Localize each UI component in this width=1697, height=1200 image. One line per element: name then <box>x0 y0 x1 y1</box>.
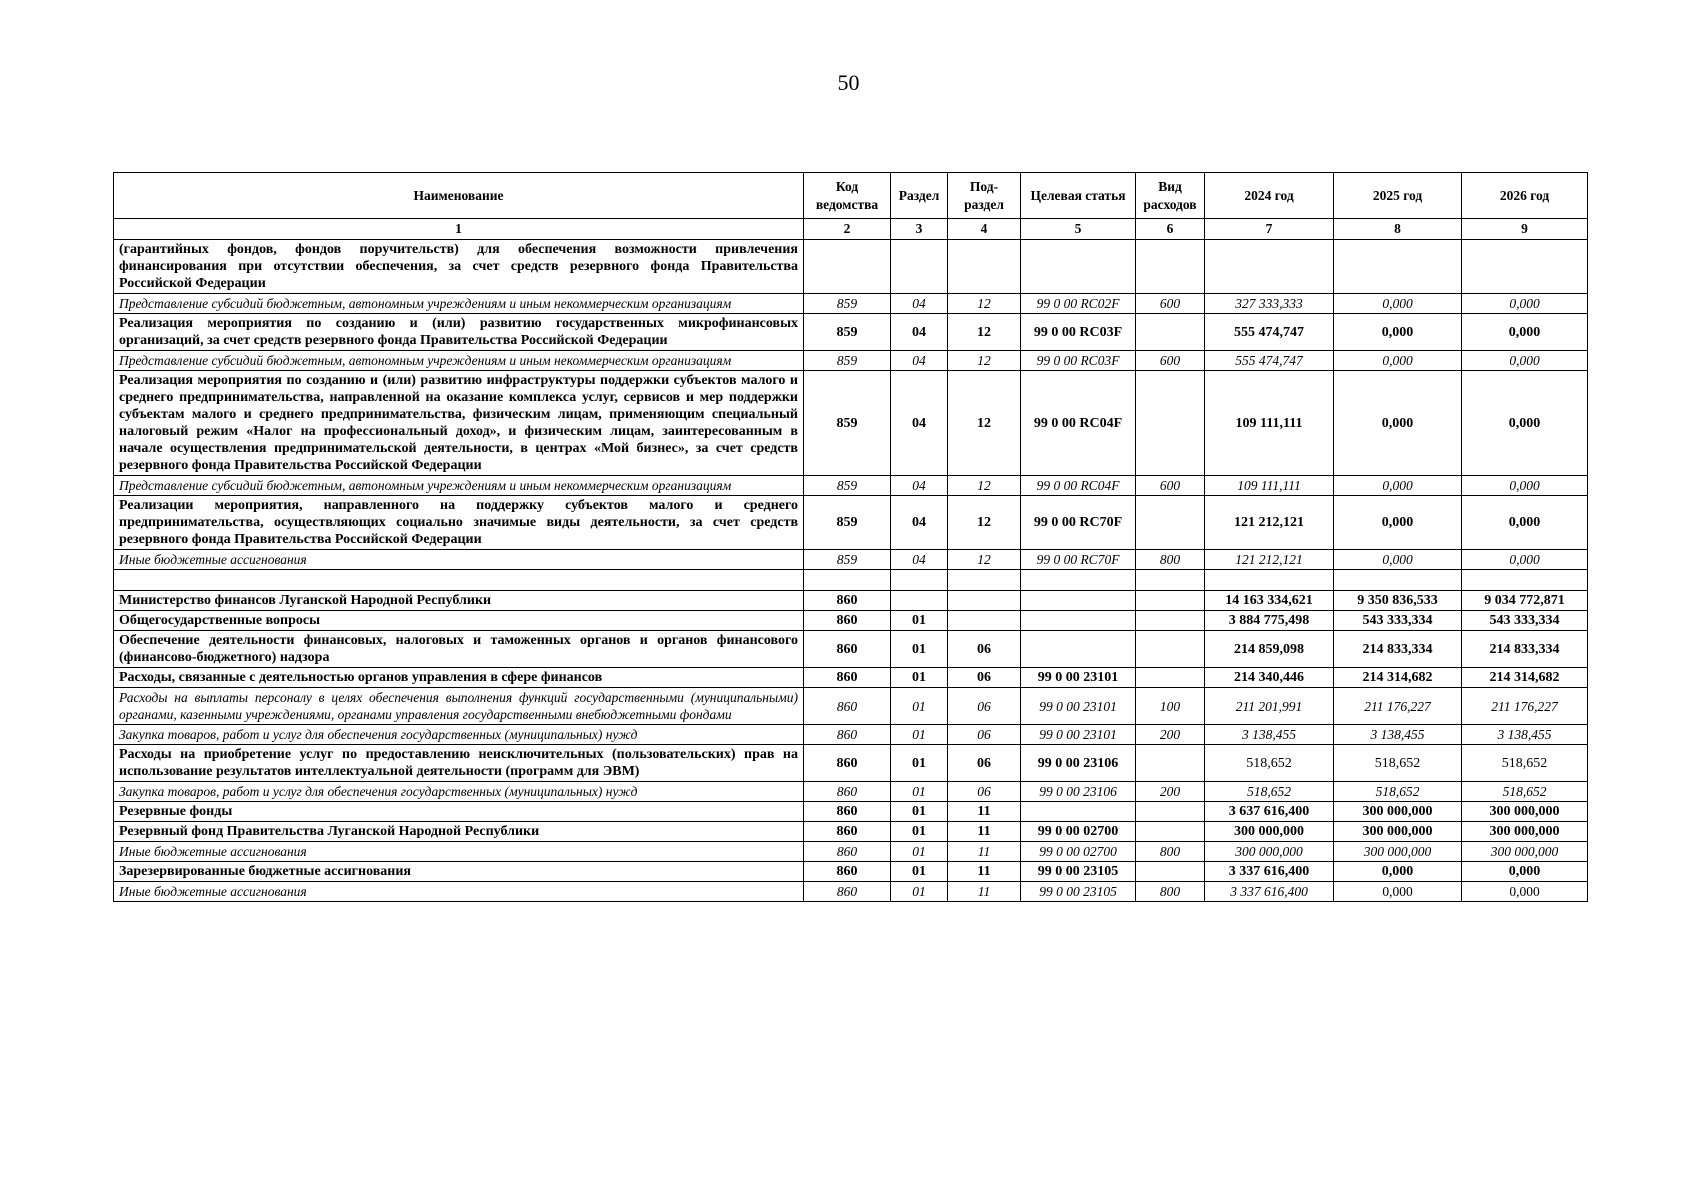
row-statya-cell: 99 0 00 RC04F <box>1021 476 1136 496</box>
row-ved-cell: 860 <box>804 688 891 725</box>
row-statya-cell: 99 0 00 23106 <box>1021 782 1136 802</box>
row-vid-cell <box>1136 862 1205 882</box>
row-vid-cell: 600 <box>1136 294 1205 314</box>
header-podrazdel: Под-раздел <box>948 173 1021 219</box>
row-2024-cell: 214 340,446 <box>1205 668 1334 688</box>
row-podrazdel-cell: 06 <box>948 725 1021 745</box>
row-name-cell: Представление субсидий бюджетным, автономным учреждениям и иным некоммерческим организациям <box>114 476 804 496</box>
column-number: 6 <box>1136 219 1205 240</box>
row-2024-cell: 555 474,747 <box>1205 351 1334 371</box>
table-row <box>114 631 1588 668</box>
row-vid-cell: 800 <box>1136 550 1205 570</box>
table-row <box>114 802 1588 822</box>
row-vid-cell <box>1136 631 1205 668</box>
row-2025-cell: 518,652 <box>1334 782 1462 802</box>
row-vid-cell <box>1136 745 1205 782</box>
row-2024-cell: 109 111,111 <box>1205 371 1334 476</box>
column-number: 1 <box>114 219 804 240</box>
row-razdel-cell: 01 <box>891 862 948 882</box>
row-2026-cell: 518,652 <box>1462 745 1588 782</box>
row-vid-cell <box>1136 496 1205 550</box>
row-name-cell: Реализации мероприятия, направленного на поддержку субъектов малого и среднего предпринимательства, осуществляющих социально значимые виды деятельности, за счет средств резервного фонда Правительства Российской Федерации <box>114 496 804 550</box>
row-razdel-cell: 01 <box>891 668 948 688</box>
row-podrazdel-cell: 06 <box>948 782 1021 802</box>
row-2025-cell: 0,000 <box>1334 862 1462 882</box>
row-2024-cell: 300 000,000 <box>1205 842 1334 862</box>
row-2024-cell <box>1205 240 1334 294</box>
row-2025-cell: 300 000,000 <box>1334 822 1462 842</box>
row-name-cell: Расходы, связанные с деятельностью органов управления в сфере финансов <box>114 668 804 688</box>
row-2025-cell: 214 314,682 <box>1334 668 1462 688</box>
row-2025-cell <box>1334 570 1462 591</box>
row-statya-cell: 99 0 00 RC70F <box>1021 550 1136 570</box>
row-2024-cell: 555 474,747 <box>1205 314 1334 351</box>
row-statya-cell: 99 0 00 23101 <box>1021 688 1136 725</box>
row-2024-cell: 518,652 <box>1205 782 1334 802</box>
header-vid: Вид расходов <box>1136 173 1205 219</box>
row-ved-cell: 860 <box>804 631 891 668</box>
column-number: 8 <box>1334 219 1462 240</box>
row-vid-cell <box>1136 314 1205 351</box>
row-name-cell: Закупка товаров, работ и услуг для обеспечения государственных (муниципальных) нужд <box>114 782 804 802</box>
row-ved-cell: 859 <box>804 351 891 371</box>
row-2024-cell: 121 212,121 <box>1205 550 1334 570</box>
column-number: 5 <box>1021 219 1136 240</box>
row-statya-cell: 99 0 00 RC03F <box>1021 314 1136 351</box>
row-2025-cell: 0,000 <box>1334 882 1462 902</box>
table-row <box>114 822 1588 842</box>
row-name-cell: Министерство финансов Луганской Народной Республики <box>114 591 804 611</box>
header-2024: 2024 год <box>1205 173 1334 219</box>
row-2026-cell: 0,000 <box>1462 294 1588 314</box>
row-razdel-cell: 04 <box>891 371 948 476</box>
row-2024-cell: 3 884 775,498 <box>1205 611 1334 631</box>
row-podrazdel-cell: 06 <box>948 631 1021 668</box>
row-2026-cell: 0,000 <box>1462 862 1588 882</box>
row-podrazdel-cell <box>948 611 1021 631</box>
row-razdel-cell <box>891 591 948 611</box>
row-name-cell: Представление субсидий бюджетным, автономным учреждениям и иным некоммерческим организациям <box>114 351 804 371</box>
row-2026-cell: 543 333,334 <box>1462 611 1588 631</box>
row-razdel-cell: 04 <box>891 496 948 550</box>
row-2026-cell: 214 314,682 <box>1462 668 1588 688</box>
row-2024-cell: 3 138,455 <box>1205 725 1334 745</box>
row-2024-cell: 121 212,121 <box>1205 496 1334 550</box>
row-ved-cell: 860 <box>804 862 891 882</box>
row-statya-cell: 99 0 00 02700 <box>1021 822 1136 842</box>
table-row <box>114 882 1588 902</box>
row-2026-cell: 214 833,334 <box>1462 631 1588 668</box>
budget-table <box>113 172 1588 902</box>
row-statya-cell <box>1021 611 1136 631</box>
row-statya-cell: 99 0 00 RC04F <box>1021 371 1136 476</box>
row-statya-cell: 99 0 00 02700 <box>1021 842 1136 862</box>
header-razdel: Раздел <box>891 173 948 219</box>
row-podrazdel-cell <box>948 240 1021 294</box>
row-razdel-cell: 01 <box>891 631 948 668</box>
row-podrazdel-cell: 11 <box>948 822 1021 842</box>
row-name-cell: Иные бюджетные ассигнования <box>114 550 804 570</box>
row-statya-cell: 99 0 00 23101 <box>1021 668 1136 688</box>
row-2024-cell: 14 163 334,621 <box>1205 591 1334 611</box>
row-name-cell: (гарантийных фондов, фондов поручительств) для обеспечения возможности привлечения финансирования при отсутствии обеспечения, за счет средств резервного фонда Правительства Российской Федерации <box>114 240 804 294</box>
table-row <box>114 611 1588 631</box>
row-2026-cell: 300 000,000 <box>1462 842 1588 862</box>
row-ved-cell: 860 <box>804 882 891 902</box>
row-vid-cell <box>1136 570 1205 591</box>
row-2026-cell: 300 000,000 <box>1462 802 1588 822</box>
row-2026-cell <box>1462 570 1588 591</box>
row-podrazdel-cell: 11 <box>948 862 1021 882</box>
row-ved-cell: 859 <box>804 294 891 314</box>
row-2026-cell: 0,000 <box>1462 496 1588 550</box>
header-name: Наименование <box>114 173 804 219</box>
header-2026: 2026 год <box>1462 173 1588 219</box>
row-podrazdel-cell: 11 <box>948 842 1021 862</box>
row-2026-cell: 0,000 <box>1462 476 1588 496</box>
table-row <box>114 314 1588 351</box>
row-vid-cell <box>1136 822 1205 842</box>
row-vid-cell <box>1136 668 1205 688</box>
row-statya-cell: 99 0 00 23101 <box>1021 725 1136 745</box>
row-2026-cell: 9 034 772,871 <box>1462 591 1588 611</box>
row-2026-cell: 211 176,227 <box>1462 688 1588 725</box>
row-vid-cell: 200 <box>1136 782 1205 802</box>
table-row <box>114 782 1588 802</box>
row-name-cell: Реализация мероприятия по созданию и (или) развитию государственных микрофинансовых организаций, за счет средств резервного фонда Правительства Российской Федерации <box>114 314 804 351</box>
row-2024-cell: 327 333,333 <box>1205 294 1334 314</box>
row-ved-cell: 860 <box>804 611 891 631</box>
row-2026-cell: 0,000 <box>1462 314 1588 351</box>
row-podrazdel-cell: 11 <box>948 882 1021 902</box>
row-vid-cell <box>1136 371 1205 476</box>
row-2025-cell: 211 176,227 <box>1334 688 1462 725</box>
column-number: 2 <box>804 219 891 240</box>
row-podrazdel-cell: 12 <box>948 314 1021 351</box>
row-2025-cell: 518,652 <box>1334 745 1462 782</box>
row-ved-cell: 860 <box>804 668 891 688</box>
column-number: 7 <box>1205 219 1334 240</box>
row-razdel-cell: 01 <box>891 688 948 725</box>
row-vid-cell: 100 <box>1136 688 1205 725</box>
row-2024-cell: 211 201,991 <box>1205 688 1334 725</box>
row-razdel-cell: 01 <box>891 882 948 902</box>
row-podrazdel-cell: 12 <box>948 496 1021 550</box>
row-2024-cell: 214 859,098 <box>1205 631 1334 668</box>
row-vid-cell <box>1136 802 1205 822</box>
row-2024-cell: 109 111,111 <box>1205 476 1334 496</box>
row-2025-cell: 543 333,334 <box>1334 611 1462 631</box>
row-ved-cell: 860 <box>804 725 891 745</box>
row-razdel-cell: 04 <box>891 550 948 570</box>
row-2025-cell: 0,000 <box>1334 371 1462 476</box>
row-2026-cell <box>1462 240 1588 294</box>
row-podrazdel-cell: 12 <box>948 294 1021 314</box>
row-statya-cell <box>1021 631 1136 668</box>
row-vid-cell: 800 <box>1136 882 1205 902</box>
header-row <box>114 173 1588 219</box>
row-razdel-cell: 01 <box>891 822 948 842</box>
row-vid-cell: 600 <box>1136 351 1205 371</box>
row-vid-cell: 600 <box>1136 476 1205 496</box>
row-2025-cell: 0,000 <box>1334 550 1462 570</box>
row-vid-cell <box>1136 240 1205 294</box>
row-razdel-cell: 01 <box>891 842 948 862</box>
table-row <box>114 842 1588 862</box>
row-2024-cell: 518,652 <box>1205 745 1334 782</box>
row-name-cell: Резервный фонд Правительства Луганской Народной Республики <box>114 822 804 842</box>
row-vid-cell <box>1136 611 1205 631</box>
table-row <box>114 351 1588 371</box>
row-name-cell: Обеспечение деятельности финансовых, налоговых и таможенных органов и органов финансового (финансово-бюджетного) надзора <box>114 631 804 668</box>
row-statya-cell: 99 0 00 23105 <box>1021 882 1136 902</box>
table-row <box>114 745 1588 782</box>
row-podrazdel-cell: 12 <box>948 476 1021 496</box>
page-number: 50 <box>837 70 860 95</box>
row-ved-cell: 860 <box>804 782 891 802</box>
row-ved-cell <box>804 240 891 294</box>
row-name-cell: Представление субсидий бюджетным, автономным учреждениям и иным некоммерческим организациям <box>114 294 804 314</box>
table-row <box>114 550 1588 570</box>
row-ved-cell: 860 <box>804 822 891 842</box>
row-ved-cell: 860 <box>804 842 891 862</box>
row-name-cell: Общегосударственные вопросы <box>114 611 804 631</box>
row-ved-cell: 859 <box>804 550 891 570</box>
row-ved-cell: 860 <box>804 591 891 611</box>
table-row <box>114 371 1588 476</box>
row-name-cell: Закупка товаров, работ и услуг для обеспечения государственных (муниципальных) нужд <box>114 725 804 745</box>
row-podrazdel-cell: 12 <box>948 351 1021 371</box>
header-ved: Код ведомства <box>804 173 891 219</box>
row-name-cell: Зарезервированные бюджетные ассигнования <box>114 862 804 882</box>
row-ved-cell: 859 <box>804 314 891 351</box>
row-statya-cell <box>1021 570 1136 591</box>
row-2024-cell: 300 000,000 <box>1205 822 1334 842</box>
row-vid-cell: 200 <box>1136 725 1205 745</box>
row-ved-cell: 860 <box>804 745 891 782</box>
row-podrazdel-cell: 12 <box>948 371 1021 476</box>
row-ved-cell <box>804 570 891 591</box>
row-podrazdel-cell: 06 <box>948 688 1021 725</box>
row-razdel-cell <box>891 570 948 591</box>
row-vid-cell: 800 <box>1136 842 1205 862</box>
row-vid-cell <box>1136 591 1205 611</box>
row-2025-cell: 0,000 <box>1334 496 1462 550</box>
table-row <box>114 688 1588 725</box>
row-razdel-cell <box>891 240 948 294</box>
row-2025-cell <box>1334 240 1462 294</box>
row-statya-cell: 99 0 00 23105 <box>1021 862 1136 882</box>
row-podrazdel-cell <box>948 570 1021 591</box>
header-statya: Целевая статья <box>1021 173 1136 219</box>
row-name-cell: Расходы на выплаты персоналу в целях обеспечения выполнения функций государственными (муниципальными) органами, казенными учреждениями, органами управления государственными внебюджетными фондами <box>114 688 804 725</box>
row-2026-cell: 0,000 <box>1462 882 1588 902</box>
table-row <box>114 240 1588 294</box>
row-podrazdel-cell: 06 <box>948 745 1021 782</box>
row-2025-cell: 9 350 836,533 <box>1334 591 1462 611</box>
row-razdel-cell: 01 <box>891 725 948 745</box>
column-number: 9 <box>1462 219 1588 240</box>
row-statya-cell <box>1021 240 1136 294</box>
row-name-cell: Реализация мероприятия по созданию и (или) развитию инфраструктуры поддержки субъектов малого и среднего предпринимательства, направленной на оказание комплекса услуг, сервисов и мер поддержки субъектам малого и среднего предпринимательства, физическим лицам, применяющим специальный налоговый режим «Налог на профессиональный доход», и физическим лицам, заинтересованным в начале осуществления предпринимательской деятельности, в центрах «Мой бизнес», за счет средств резервного фонда Правительства Российской Федерации <box>114 371 804 476</box>
row-name-cell: Иные бюджетные ассигнования <box>114 882 804 902</box>
row-statya-cell: 99 0 00 23106 <box>1021 745 1136 782</box>
column-number-row <box>114 219 1588 240</box>
row-razdel-cell: 04 <box>891 476 948 496</box>
row-podrazdel-cell <box>948 591 1021 611</box>
row-2025-cell: 3 138,455 <box>1334 725 1462 745</box>
table-row <box>114 668 1588 688</box>
row-2025-cell: 0,000 <box>1334 294 1462 314</box>
row-statya-cell <box>1021 591 1136 611</box>
table-row <box>114 294 1588 314</box>
row-2026-cell: 518,652 <box>1462 782 1588 802</box>
row-2025-cell: 0,000 <box>1334 476 1462 496</box>
row-2025-cell: 300 000,000 <box>1334 842 1462 862</box>
row-2025-cell: 0,000 <box>1334 351 1462 371</box>
row-ved-cell: 859 <box>804 496 891 550</box>
row-podrazdel-cell: 06 <box>948 668 1021 688</box>
row-statya-cell: 99 0 00 RC03F <box>1021 351 1136 371</box>
table-row <box>114 591 1588 611</box>
table-row <box>114 862 1588 882</box>
row-razdel-cell: 01 <box>891 745 948 782</box>
row-2024-cell: 3 637 616,400 <box>1205 802 1334 822</box>
table-row <box>114 496 1588 550</box>
column-number: 4 <box>948 219 1021 240</box>
row-2024-cell: 3 337 616,400 <box>1205 862 1334 882</box>
row-razdel-cell: 01 <box>891 802 948 822</box>
row-statya-cell <box>1021 802 1136 822</box>
table-body <box>114 240 1588 902</box>
row-razdel-cell: 04 <box>891 351 948 371</box>
row-ved-cell: 860 <box>804 802 891 822</box>
row-2026-cell: 3 138,455 <box>1462 725 1588 745</box>
row-2025-cell: 0,000 <box>1334 314 1462 351</box>
row-name-cell <box>114 570 804 591</box>
row-2026-cell: 0,000 <box>1462 371 1588 476</box>
row-2024-cell: 3 337 616,400 <box>1205 882 1334 902</box>
row-name-cell: Резервные фонды <box>114 802 804 822</box>
header-2025: 2025 год <box>1334 173 1462 219</box>
row-2024-cell <box>1205 570 1334 591</box>
table-row <box>114 725 1588 745</box>
row-podrazdel-cell: 12 <box>948 550 1021 570</box>
row-2025-cell: 300 000,000 <box>1334 802 1462 822</box>
row-2026-cell: 0,000 <box>1462 550 1588 570</box>
row-razdel-cell: 04 <box>891 314 948 351</box>
table-row <box>114 476 1588 496</box>
row-ved-cell: 859 <box>804 371 891 476</box>
row-name-cell: Иные бюджетные ассигнования <box>114 842 804 862</box>
row-razdel-cell: 01 <box>891 782 948 802</box>
row-statya-cell: 99 0 00 RC02F <box>1021 294 1136 314</box>
row-razdel-cell: 01 <box>891 611 948 631</box>
row-statya-cell: 99 0 00 RC70F <box>1021 496 1136 550</box>
row-podrazdel-cell: 11 <box>948 802 1021 822</box>
table-row <box>114 570 1588 591</box>
row-razdel-cell: 04 <box>891 294 948 314</box>
row-2025-cell: 214 833,334 <box>1334 631 1462 668</box>
row-name-cell: Расходы на приобретение услуг по предоставлению неисключительных (пользовательских) прав на использование результатов интеллектуальной деятельности (программ для ЭВМ) <box>114 745 804 782</box>
column-number: 3 <box>891 219 948 240</box>
row-2026-cell: 300 000,000 <box>1462 822 1588 842</box>
row-2026-cell: 0,000 <box>1462 351 1588 371</box>
row-ved-cell: 859 <box>804 476 891 496</box>
